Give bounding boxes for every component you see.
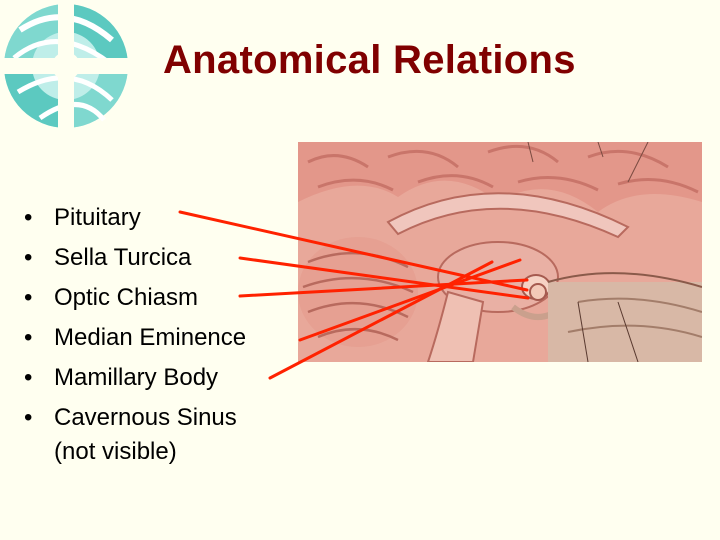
bullet-label: Median Eminence xyxy=(54,324,247,351)
bullet-glyph: • xyxy=(24,404,33,431)
brain-section-illustration xyxy=(298,142,702,362)
bullet-glyph: • xyxy=(24,284,33,311)
bullet-glyph: • xyxy=(24,324,33,351)
bullet-continuation: (not visible) xyxy=(54,438,177,465)
teal-swirl-logo-icon xyxy=(0,0,132,132)
bullet-glyph: • xyxy=(24,204,33,231)
bullet-glyph: • xyxy=(24,364,33,391)
bullet-label: Pituitary xyxy=(54,204,141,231)
bullet-label: Sella Turcica xyxy=(54,244,192,271)
bullet-label: Mamillary Body xyxy=(54,364,219,391)
bullet-glyph: • xyxy=(24,244,33,271)
bullet-label: Cavernous Sinus xyxy=(54,404,237,431)
bullet-label: Optic Chiasm xyxy=(54,284,199,311)
slide-title: Anatomical Relations xyxy=(163,38,576,82)
